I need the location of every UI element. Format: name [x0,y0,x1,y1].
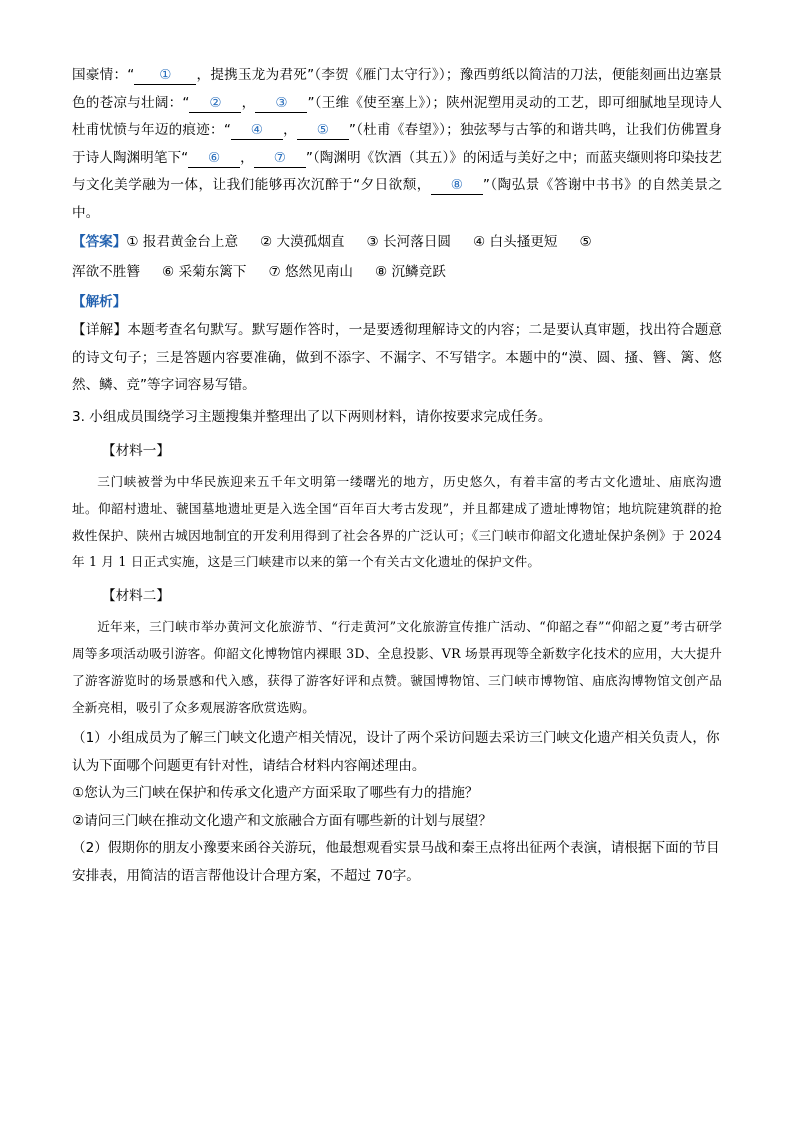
question-3-stem: 3. 小组成员围绕学习主题搜集并整理出了以下两则材料，请你按要求完成任务。 [72,408,552,425]
blank-4: ④ [231,122,283,140]
answer-item: ④ 白头搔更短 [473,234,558,250]
blank-8: ⑧ [431,177,483,195]
analysis-detail: 【详解】本题考查名句默写。默写题作答时，一是要透彻理解诗文的内容；二是要认真审题，找出符合题意的诗文句子；三是答题内容要准确，做到不添字、不漏字、不写错字。本题中的“漠、圆、搔、簪、篱、悠然、鳞、竞”等字词容易写错。 [72,322,723,393]
option-2: ②请问三门峡在推动文化遗产和文旅融合方面有哪些新的计划与展望？ [72,812,492,829]
poem-text: ”（陶渊明《饮酒（其五）》的闲适与美好之中；而蓝夹缬则将印染技艺与文化美学融为一体，让我们能够再次沉醉于“夕日欲颓， [72,149,722,193]
poem-text: ”（陶弘景《答谢中书书》的自然美景之中。 [72,177,722,221]
answer-item: ⑥ 采菊东篱下 [161,264,247,280]
poem-text: ”（杜甫《春望》）；独弦琴与古筝的和谐共鸣，让我们仿佛置身于诗人陶渊明笔下“ [72,122,723,166]
material-2-body: 近年来，三门峡市举办黄河文化旅游节、“行走黄河”文化旅游宣传推广活动、“仰韶之春”“仰韶之夏”考古研学周等多项活动吸引游客。仰韶文化博物馆内裸眼 3D、全息投影、VR 场景再现等全新数字化技术的应用，大大提升了游客游览时的场景感和代入感，获得了游客好评和点赞。虢国博物馆、三门峡市博物馆、庙底沟博物馆文创产品全新亮相，吸引了众多观展游客欣赏选购。 [72,619,722,715]
blank-7: ⑦ [254,150,306,168]
poem-text: ”（王维《使至塞上》）；陕州泥塑用灵动的工艺，即可细腻地呈现诗人杜甫忧愤与年迈的痕迹：“ [72,94,723,138]
analysis-heading: 【解析】 [72,294,127,310]
blank-6: ⑥ [188,150,240,168]
answer-item: ⑤ [579,234,592,250]
material-1-title: 【材料一】 [102,443,170,459]
poem-paragraph: 国豪情：“ ① ，提携玉龙为君死”（李贺《雁门太守行》）；豫西剪纸以简洁的刀法，便能刻画出边塞景色的苍凉与壮阔：“ ② ， ③ ”（王维《使至塞上》）；陕州泥塑用灵动的工艺，即可细腻地呈现诗人杜甫忧愤与年迈的痕迹：“ ④ ， ⑤ ”（杜甫《春望》）；独弦琴与古筝的和谐共鸣，让我们仿佛置身于诗人陶渊明笔下“ ⑥ ， ⑦ ”（陶渊明《饮酒（其五）》的闲适与美好之中；而蓝夹缬则将印染技艺与文化美学融为一体，让我们能够再次沉醉于“夕日欲颓， ⑧ ”（陶弘景《答谢中书书》的自然美景之中。 [72,67,723,221]
answer-label: 【答案】 [72,234,127,250]
document-page [72,62,722,890]
poem-text: 国豪情：“ [72,67,135,83]
sub-question-1: （1）小组成员为了解三门峡文化遗产相关情况，设计了两个采访问题去采访三门峡文化遗产相关负责人，你认为下面哪个问题更有针对性，请结合材料内容阐述理由。 [72,730,720,774]
answer-item: ⑦ 悠然见南山 [268,264,353,280]
answer-item: ② 大漠孤烟直 [260,234,345,250]
material-2-title: 【材料二】 [102,588,170,605]
answer-item: 浑欲不胜簪 [72,264,140,280]
answer-item: ⑧ 沉鳞竞跃 [374,264,446,280]
blank-5: ⑤ [297,122,349,140]
answer-row-1 [72,227,722,257]
answer-row-2 [72,257,722,287]
poem-text: ，提携玉龙为君死”（李贺《雁门太守行》）；豫西剪纸以简洁的刀法，便能刻画出边塞景色的苍凉与壮阔：“ [72,67,723,111]
answer-item: ① 报君黄金台上意 [126,234,239,250]
blank-3: ③ [255,95,307,113]
material-1-body: 三门峡被誉为中华民族迎来五千年文明第一缕曙光的地方，历史悠久，有着丰富的考古文化遗址、庙底沟遗址。仰韶村遗址、虢国墓地遗址更是入选全国“百年百大考古发现”，并且都建成了遗址博物馆；地坑院建筑群的抢救性保护、陕州古城因地制宜的开发利用得到了社会各界的广泛认可；《三门峡市仰韶文化遗址保护条例》于 2024 年 1 月 1 日正式实施，这是三门峡建市以来的第一个有关古文化遗址的保护文件。 [72,474,722,570]
blank-2: ② [189,95,241,113]
answer-item: ③ 长河落日圆 [366,234,452,250]
option-1: ①您认为三门峡在保护和传承文化遗产方面采取了哪些有力的措施？ [72,785,479,802]
blank-1: ① [134,67,196,85]
sub-question-2: （2）假期你的朋友小豫要来函谷关游玩，他最想观看实景马战和秦王点将出征两个表演，请根据下面的节目安排表，用简洁的语言帮他设计合理方案，不超过 70字。 [72,840,720,884]
